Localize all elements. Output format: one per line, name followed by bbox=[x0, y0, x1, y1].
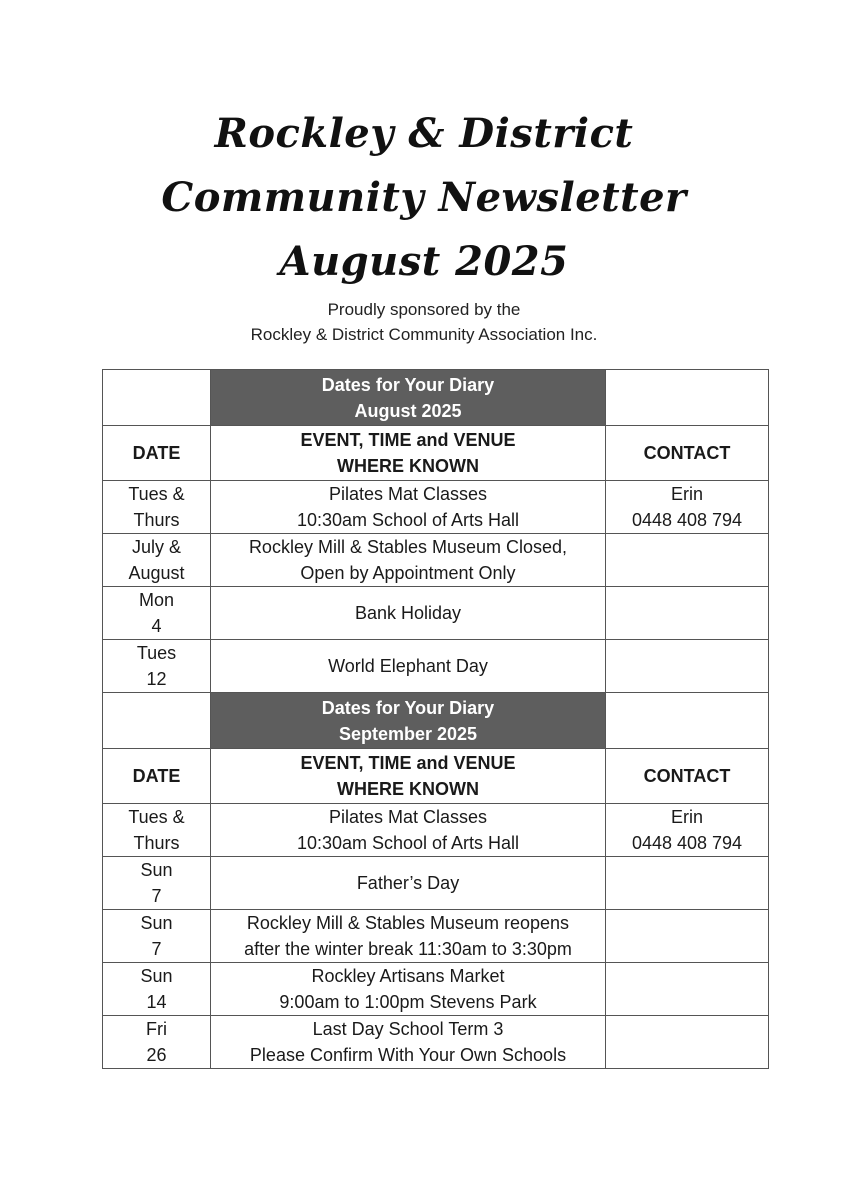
event-cell bbox=[211, 534, 606, 587]
date-cell bbox=[103, 1016, 211, 1069]
date-line-2: Thurs bbox=[133, 833, 180, 853]
date-line-2: 7 bbox=[151, 939, 162, 959]
event-cell bbox=[211, 910, 606, 963]
table-row bbox=[103, 1016, 769, 1069]
event-header-line-2: WHERE KNOWN bbox=[337, 779, 479, 799]
event-cell bbox=[211, 963, 606, 1016]
table-row bbox=[103, 910, 769, 963]
event-cell bbox=[211, 587, 606, 640]
table-row bbox=[103, 963, 769, 1016]
contact-column-header: CONTACT bbox=[606, 426, 769, 481]
empty-cell bbox=[103, 370, 211, 426]
date-line-2: 4 bbox=[151, 616, 162, 636]
sponsor-note bbox=[0, 297, 848, 347]
table-row bbox=[103, 481, 769, 534]
table-row bbox=[103, 640, 769, 693]
contact-cell bbox=[606, 804, 769, 857]
contact-cell bbox=[606, 1016, 769, 1069]
event-line-1: Last Day School Term 3 bbox=[312, 1019, 504, 1039]
contact-column-header: CONTACT bbox=[606, 749, 769, 804]
table-row bbox=[103, 534, 769, 587]
section-heading-line-1: Dates for Your Diary bbox=[321, 374, 495, 395]
event-cell bbox=[211, 804, 606, 857]
table-row bbox=[103, 587, 769, 640]
date-line-1: Sun bbox=[140, 860, 173, 880]
date-line-1: Tues & bbox=[128, 807, 185, 827]
contact-name: Erin bbox=[670, 484, 703, 504]
title-line-2: Community Newsletter bbox=[161, 174, 687, 221]
section-heading-line-2: September 2025 bbox=[338, 723, 478, 744]
date-line-1: Tues bbox=[136, 643, 177, 663]
event-line-1: Father’s Day bbox=[356, 873, 460, 893]
date-line-1: Sun bbox=[140, 913, 173, 933]
date-line-1: Tues & bbox=[128, 484, 185, 504]
august-section-heading-row bbox=[103, 370, 769, 426]
event-column-header bbox=[211, 426, 606, 481]
date-line-1: Mon bbox=[138, 590, 174, 610]
event-line-1: Rockley Mill & Stables Museum Closed, bbox=[248, 537, 568, 557]
date-cell bbox=[103, 534, 211, 587]
newsletter-title bbox=[0, 102, 848, 294]
contact-cell bbox=[606, 534, 769, 587]
event-cell bbox=[211, 1016, 606, 1069]
date-cell bbox=[103, 481, 211, 534]
event-line-2: 10:30am School of Arts Hall bbox=[296, 510, 520, 530]
contact-phone: 0448 408 794 bbox=[631, 510, 743, 530]
contact-cell bbox=[606, 910, 769, 963]
table-row bbox=[103, 804, 769, 857]
event-cell bbox=[211, 640, 606, 693]
date-line-1: Sun bbox=[140, 966, 173, 986]
contact-cell bbox=[606, 963, 769, 1016]
title-line-3: August 2025 bbox=[279, 238, 569, 285]
date-column-header: DATE bbox=[103, 426, 211, 481]
event-cell bbox=[211, 481, 606, 534]
date-line-1: Fri bbox=[146, 1019, 167, 1039]
date-cell bbox=[103, 963, 211, 1016]
sponsor-line-1: Proudly sponsored by the bbox=[327, 300, 521, 319]
event-line-2: 10:30am School of Arts Hall bbox=[296, 833, 520, 853]
august-section-heading bbox=[211, 370, 606, 426]
event-line-2: Open by Appointment Only bbox=[300, 563, 516, 583]
event-header-line-2: WHERE KNOWN bbox=[337, 456, 479, 476]
date-cell bbox=[103, 804, 211, 857]
date-line-2: Thurs bbox=[133, 510, 180, 530]
event-header-line-1: EVENT, TIME and VENUE bbox=[300, 430, 516, 450]
event-line-1: Pilates Mat Classes bbox=[328, 484, 488, 504]
date-cell bbox=[103, 857, 211, 910]
empty-cell bbox=[103, 693, 211, 749]
event-header-line-1: EVENT, TIME and VENUE bbox=[300, 753, 516, 773]
contact-name: Erin bbox=[670, 807, 703, 827]
september-column-header-row bbox=[103, 749, 769, 804]
date-line-2: 14 bbox=[146, 992, 167, 1012]
date-line-2: August bbox=[128, 563, 185, 583]
event-cell bbox=[211, 857, 606, 910]
sponsor-line-2: Rockley & District Community Association Inc. bbox=[250, 325, 598, 344]
title-line-1: Rockley & District bbox=[214, 110, 634, 157]
date-column-header: DATE bbox=[103, 749, 211, 804]
diary-table bbox=[102, 369, 769, 1069]
event-line-2: Please Confirm With Your Own Schools bbox=[249, 1045, 567, 1065]
section-heading-line-2: August 2025 bbox=[354, 400, 462, 421]
event-line-1: Rockley Artisans Market bbox=[311, 966, 505, 986]
event-line-1: Bank Holiday bbox=[354, 603, 462, 623]
empty-cell bbox=[606, 370, 769, 426]
event-line-2: after the winter break 11:30am to 3:30pm bbox=[244, 939, 572, 959]
empty-cell bbox=[606, 693, 769, 749]
date-cell bbox=[103, 587, 211, 640]
event-line-2: 9:00am to 1:00pm Stevens Park bbox=[279, 992, 537, 1012]
date-line-2: 26 bbox=[146, 1045, 167, 1065]
event-column-header bbox=[211, 749, 606, 804]
contact-cell bbox=[606, 481, 769, 534]
date-line-2: 7 bbox=[151, 886, 162, 906]
event-line-1: World Elephant Day bbox=[328, 656, 488, 676]
contact-cell bbox=[606, 640, 769, 693]
event-line-1: Rockley Mill & Stables Museum reopens bbox=[246, 913, 570, 933]
contact-phone: 0448 408 794 bbox=[631, 833, 743, 853]
event-line-1: Pilates Mat Classes bbox=[328, 807, 488, 827]
august-column-header-row bbox=[103, 426, 769, 481]
date-line-2: 12 bbox=[146, 669, 167, 689]
september-section-heading-row bbox=[103, 693, 769, 749]
contact-cell bbox=[606, 587, 769, 640]
section-heading-line-1: Dates for Your Diary bbox=[321, 697, 495, 718]
contact-cell bbox=[606, 857, 769, 910]
september-section-heading bbox=[211, 693, 606, 749]
date-line-1: July & bbox=[131, 537, 182, 557]
table-row bbox=[103, 857, 769, 910]
date-cell bbox=[103, 640, 211, 693]
date-cell bbox=[103, 910, 211, 963]
